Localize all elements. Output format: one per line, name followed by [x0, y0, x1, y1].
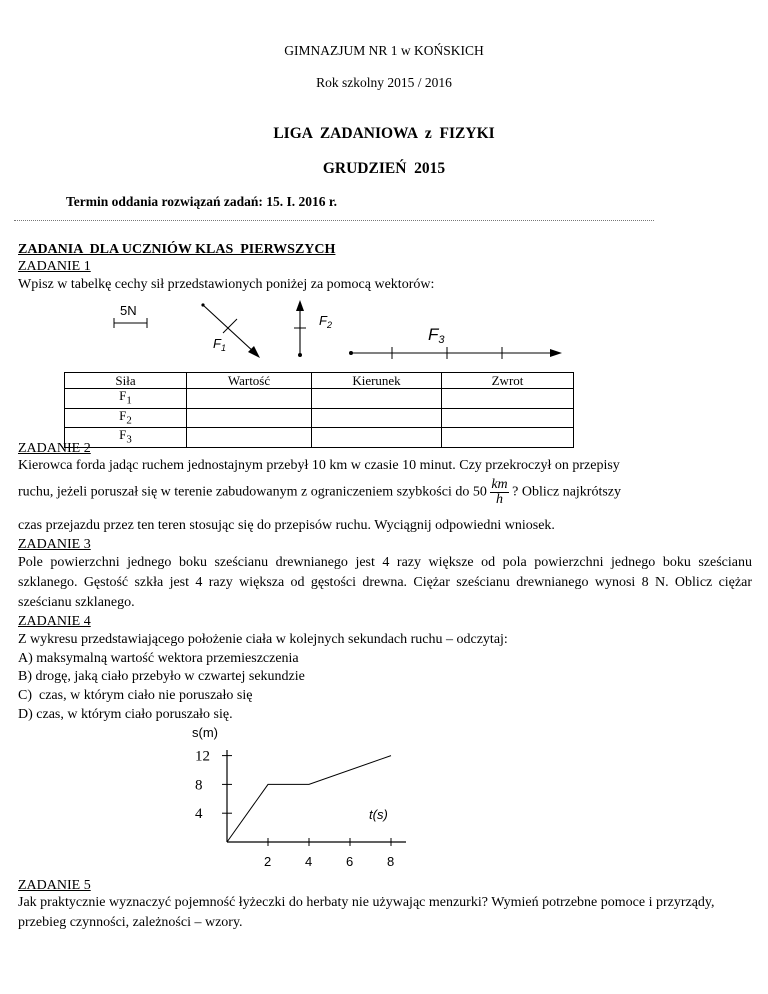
forces-table	[64, 372, 574, 448]
y-tick-label: 8	[195, 777, 203, 794]
task2-line1: Kierowca forda jadąc ruchem jednostajnym przebył 10 km w czasie 10 minut. Czy przekroczył on przepisy	[18, 458, 620, 473]
task4-item-b: B) drogę, jaką ciało przebyło w czwartej sekundzie	[18, 669, 305, 684]
task5-text: Jak praktycznie wyznaczyć pojemność łyżeczki do herbaty nie używając menzurki? Wymień potrzebne pomoce i przyrządy, przebieg czynności, zależności – wzory.	[18, 895, 715, 930]
force-name-cell: $F_3$	[65, 428, 187, 448]
task2-title: ZADANIE 2	[18, 441, 91, 456]
force-name-cell: $F_2$	[65, 408, 187, 428]
sense-cell[interactable]	[442, 408, 574, 428]
task5-title: ZADANIE 5	[18, 878, 91, 893]
task2-line2: ruchu, jeżeli poruszał się w terenie zabudowanym z ograniczeniem szybkości do 50 $\frac{km}{h}$ ? Oblicz najkrótszy	[18, 477, 622, 507]
deadline-text: Termin oddania rozwiązań zadań: 15. I. 2016 r.	[66, 194, 338, 209]
position-time-chart	[170, 722, 430, 872]
task4-item-c: C) czas, w którym ciało nie poruszało się	[18, 688, 253, 703]
scale-label: 5N	[120, 303, 137, 318]
sense-cell[interactable]	[442, 389, 574, 409]
value-cell[interactable]	[187, 428, 312, 448]
document-title: LIGA ZADANIOWA z FIZYKI	[273, 125, 495, 142]
f3-vector	[349, 347, 562, 359]
task3-text: Pole powierzchni jednego boku sześcianu drewnianego jest 4 razy większe od pola powierzchni jednego boku sześcianu szklanego. Gęstość szkła jest 4 razy większa od gęstości drewna. Ciężar sześcianu drewnianego wynosi 8 N. Oblicz ciężar sześcianu szklanego.	[18, 555, 752, 610]
value-cell[interactable]	[187, 389, 312, 409]
y-axis-label: s(m)	[192, 725, 218, 740]
y-tick-label: 4	[195, 806, 203, 823]
task1-text: Wpisz w tabelkę cechy sił przedstawionych poniżej za pomocą wektorów:	[18, 277, 435, 292]
task1-title: ZADANIE 1	[18, 259, 91, 274]
f2-label: $F_2$	[319, 313, 332, 330]
x-tick-label: 4	[305, 854, 313, 869]
school-year: Rok szkolny 2015 / 2016	[316, 75, 452, 90]
x-tick-label: 8	[387, 854, 395, 869]
table-header: Siła	[65, 373, 187, 389]
f3-label: F3	[428, 325, 445, 346]
position-line	[227, 756, 391, 842]
table-header: Wartość	[187, 373, 312, 389]
table-header-row	[65, 373, 574, 389]
table-row	[65, 408, 574, 428]
f2-vector	[294, 300, 306, 357]
direction-cell[interactable]	[312, 408, 442, 428]
task4-intro: Z wykresu przedstawiającego położenie ciała w kolejnych sekundach ruchu – odczytaj:	[18, 632, 508, 647]
x-axis-label: t(s)	[369, 807, 388, 822]
task3-title: ZADANIE 3	[18, 537, 91, 552]
x-tick-label: 2	[264, 854, 272, 869]
document-month: GRUDZIEŃ 2015	[322, 160, 446, 177]
dotted-divider	[14, 220, 654, 221]
direction-cell[interactable]	[312, 389, 442, 409]
section-title: ZADANIA DLA UCZNIÓW KLAS PIERWSZYCH	[18, 242, 336, 257]
table-header: Kierunek	[312, 373, 442, 389]
force-vectors-figure	[100, 295, 580, 370]
direction-cell[interactable]	[312, 428, 442, 448]
f1-vector	[201, 303, 260, 358]
school-name: GIMNAZJUM NR 1 w KOŃSKICH	[284, 43, 484, 58]
task4-item-d: D) czas, w którym ciało poruszało się.	[18, 707, 233, 722]
sense-cell[interactable]	[442, 428, 574, 448]
task4-item-a: A) maksymalną wartość wektora przemieszczenia	[18, 651, 299, 666]
value-cell[interactable]	[187, 408, 312, 428]
f1-label: $F_1$	[213, 336, 226, 353]
speed-unit-fraction: $\frac{km}{h}$	[491, 477, 508, 507]
task2-line3: czas przejazdu przez ten teren stosując się do przepisów ruchu. Wyciągnij odpowiedni wniosek.	[18, 518, 555, 533]
x-tick-label: 6	[346, 854, 354, 869]
table-row	[65, 428, 574, 448]
task4-title: ZADANIE 4	[18, 614, 91, 629]
y-tick-label: 12	[195, 748, 210, 765]
table-header: Zwrot	[442, 373, 574, 389]
force-name-cell: $F_1$	[65, 389, 187, 409]
table-row	[65, 389, 574, 409]
